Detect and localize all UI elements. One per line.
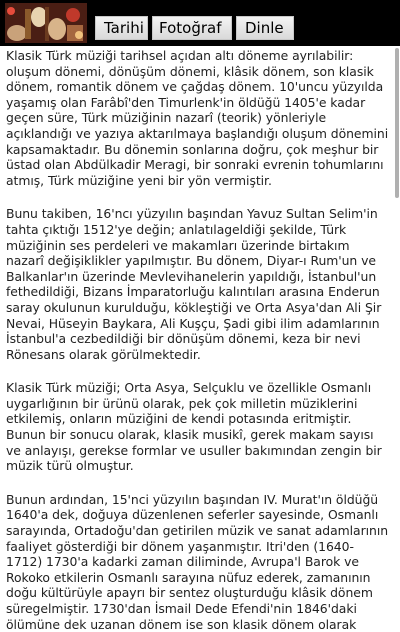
app-header — [0, 0, 400, 46]
tab-fotograf[interactable]: Fotoğraf — [152, 16, 232, 40]
paragraph-1: Klasik Türk müziği tarihsel açıdan altı döneme ayrılabilir: oluşum dönemi, dönüşüm dönemi, klâsik dönem, son klasik dönem, romantik dönem ve çağdaş dönem. 10'uncu yüzyılda yaşamış olan Farâbî'den Timurlenk'in öldüğü 1405'e kadar geçen süre, Türk müziğinin nazarî (teorik) yönleriyle açıklandığı ve yazıya aktarılmaya başlandığı oluşum dönemini kapsamaktadır. Bu dönemin sonlarına doğru, çok meşhur bir üstad olan Abdülkadir Meragi, bir sonraki evrenin tohumlarını atmış, Türk müziğine yeni bir yön vermiştir. — [6, 48, 389, 188]
paragraph-4: Bunun ardından, 15'nci yüzyılın başından IV. Murat'ın öldüğü 1640'a dek, doğuya düzenlenen seferler sayesinde, Osmanlı sarayında, Ortadoğu'dan getirilen müzik ve sanat adamlarının faaliyet gösterdiği bir dönem yaşanmıştır. Itri'den (1640-1712) 1730'a kadarki zaman diliminde, Avrupa'l Barok ve Rokoko etkilerin Osmanlı sarayına nüfuz ederek, zamanının doğu kültürüyle apayrı bir sentez oluşturduğu klâsik dönem süregelmiştir. 1730'dan İsmail Dede Efendi'nin 1846'daki ölümüne dek uzanan dönem ise son klasik dönem olarak — [6, 491, 389, 632]
tab-tarihi[interactable]: Tarihi — [95, 16, 148, 40]
paragraph-2: Bunu takiben, 16'ncı yüzyılın başından Yavuz Sultan Selim'in tahta çıktığı 1512'ye değin; anlatılageldiği şekilde, Türk müziğinin ses perdeleri ve makamları üzerinde birtakım nazarî değişiklikler yapılmıştır. Bu dönem, Diyar-ı Rum'un ve Balkanlar'ın üzerinde Mevlevihanelerin yapıldığı, İstanbul'un fethedildiği, Bizans İmparatorluğu kalıntıları arasına Enderun saray okulunun kurulduğu, kökleştiği ve Orta Asya'dan Ali Şir Nevai, Hüseyin Baykara, Ali Kuşçu, Şadi gibi ilim adamlarının İstanbul'a cezbedildiği bir dönüşüm dönemi, keza bir nevi Rönesans olarak görülmektedir. — [6, 206, 382, 362]
article-content[interactable] — [0, 46, 393, 632]
paragraph-3: Klasik Türk müziği; Orta Asya, Selçuklu ve özellikle Osmanlı uygarlığının bir ürünü olarak, pek çok milletin müziklerini etkilemiş, onların müziğini de kendi potasında eritmiştir. Bunun bir sonucu olarak, klasik musikî, gerek makam sayısı ve anlayışı, gerekse formlar ve usuller bakımından zengin bir müzik türü olmuştur. — [6, 380, 382, 474]
tab-bar — [95, 16, 298, 40]
vertical-scrollbar[interactable] — [395, 48, 399, 198]
app-logo — [5, 3, 87, 43]
tab-dinle[interactable]: Dinle — [236, 16, 294, 40]
